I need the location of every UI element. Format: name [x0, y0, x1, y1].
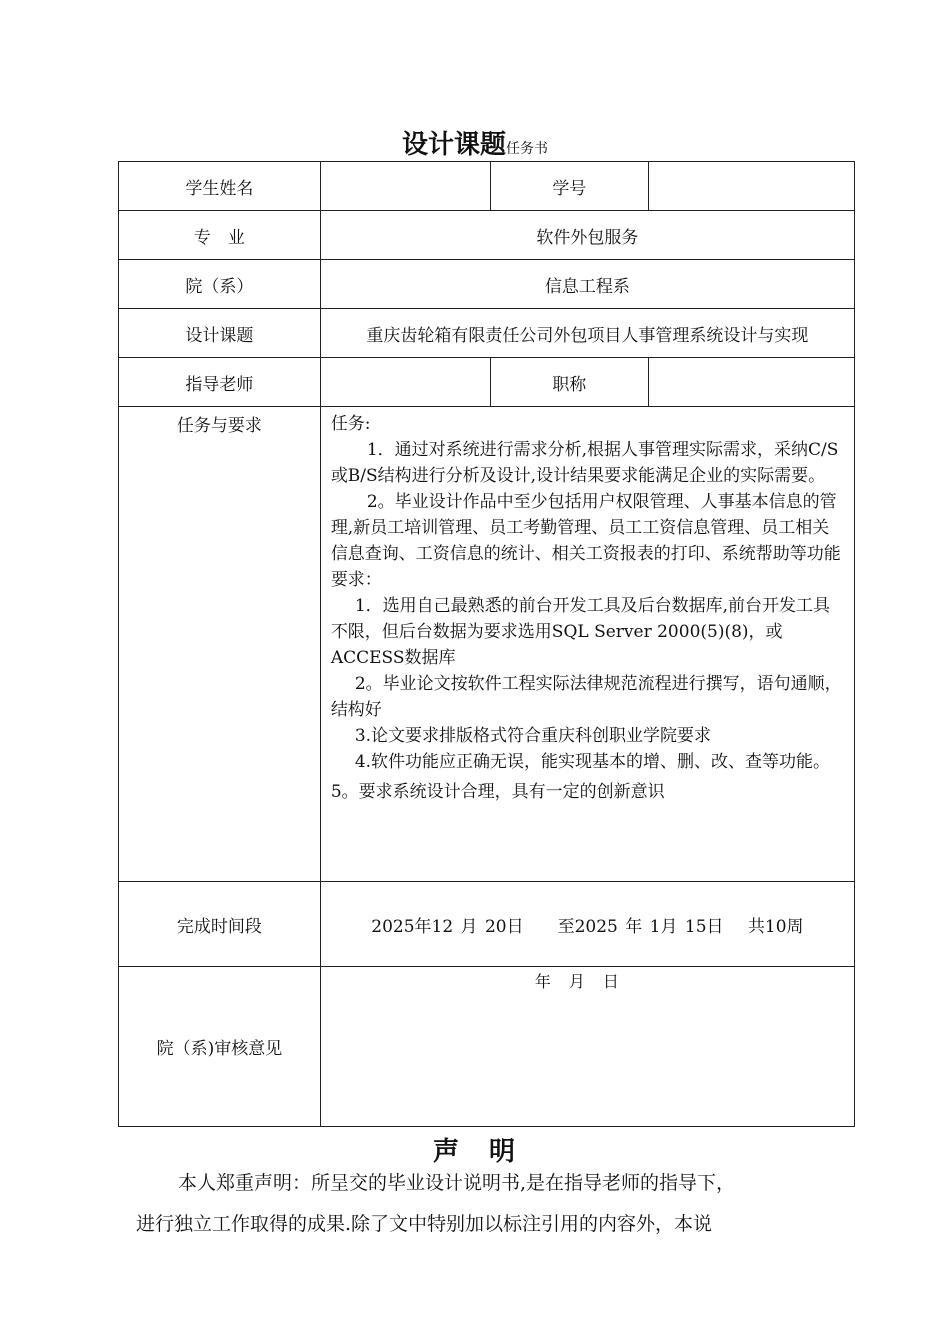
task-heading: 任务: [330, 414, 371, 434]
topic-label: 设计课题 [119, 309, 321, 358]
document-title-main: 设计课题 [401, 130, 506, 160]
requirement-item-1: 1．选用自己最熟悉的前台开发工具及后台数据库,前台开发工具不限，但后台数据为要求选用SQL Server 2000(5)(8)，或ACCESS数据库 [330, 596, 831, 668]
major-label: 专 业 [119, 211, 321, 260]
row-advisor [119, 358, 855, 407]
row-department [119, 260, 855, 309]
requirement-item-2: 2。毕业论文按软件工程实际法律规范流程进行撰写，语句通顺，结构好 [330, 674, 842, 720]
document-title [0, 124, 950, 161]
row-student [119, 162, 855, 211]
row-tasks [119, 407, 855, 882]
student-name-label: 学生姓名 [119, 162, 321, 211]
department-label: 院（系） [119, 260, 321, 309]
tasks-content [320, 407, 854, 882]
student-id-label: 学号 [490, 162, 649, 211]
task-form-table [118, 161, 855, 1127]
advisor-field[interactable] [320, 358, 490, 407]
requirement-item-4: 4.软件功能应正确无误，能实现基本的增、删、改、查等功能。 [354, 752, 831, 772]
student-id-field[interactable] [649, 162, 855, 211]
approval-date: 年 月 日 [534, 972, 620, 991]
topic-value: 重庆齿轮箱有限责任公司外包项目人事管理系统设计与实现 [320, 309, 854, 358]
declaration-line-1: 本人郑重声明：所呈交的毕业设计说明书,是在指导老师的指导下， [178, 1172, 736, 1194]
advisor-title-field[interactable] [649, 358, 855, 407]
row-topic [119, 309, 855, 358]
requirement-item-5: 5。要求系统设计合理，具有一定的创新意识 [330, 782, 665, 802]
requirement-item-3: 3.论文要求排版格式符合重庆科创职业学院要求 [354, 726, 712, 746]
approval-label: 院（系)审核意见 [119, 967, 321, 1127]
row-approval [119, 967, 855, 1127]
document-title-suffix: 任务书 [506, 141, 548, 157]
task-item-1: 1．通过对系统进行需求分析,根据人事管理实际需求，采纳C/S或B/S结构进行分析及设计,设计结果要求能满足企业的实际需要。 [330, 440, 839, 486]
period-value: 2025年12 月 20日 至2025 年 1月 15日 共10周 [320, 882, 854, 967]
row-major [119, 211, 855, 260]
task-item-2: 2。毕业设计作品中至少包括用户权限管理、人事基本信息的管理,新员工培训管理、员工考勤管理、员工工资信息管理、员工相关信息查询、工资信息的统计、相关工资报表的打印、系统帮助等功能 [330, 492, 841, 564]
declaration-body [136, 1163, 836, 1245]
period-label: 完成时间段 [119, 882, 321, 967]
row-period [119, 882, 855, 967]
advisor-label: 指导老师 [119, 358, 321, 407]
advisor-title-label: 职称 [490, 358, 649, 407]
approval-field[interactable] [320, 967, 854, 1127]
declaration-line-2: 进行独立工作取得的成果.除了文中特别加以标注引用的内容外，本说 [136, 1213, 713, 1235]
student-name-field[interactable] [320, 162, 490, 211]
major-value: 软件外包服务 [320, 211, 854, 260]
department-value: 信息工程系 [320, 260, 854, 309]
declaration-title: 声 明 [432, 1137, 517, 1167]
requirements-heading: 要求： [330, 570, 382, 590]
tasks-label: 任务与要求 [119, 407, 321, 882]
